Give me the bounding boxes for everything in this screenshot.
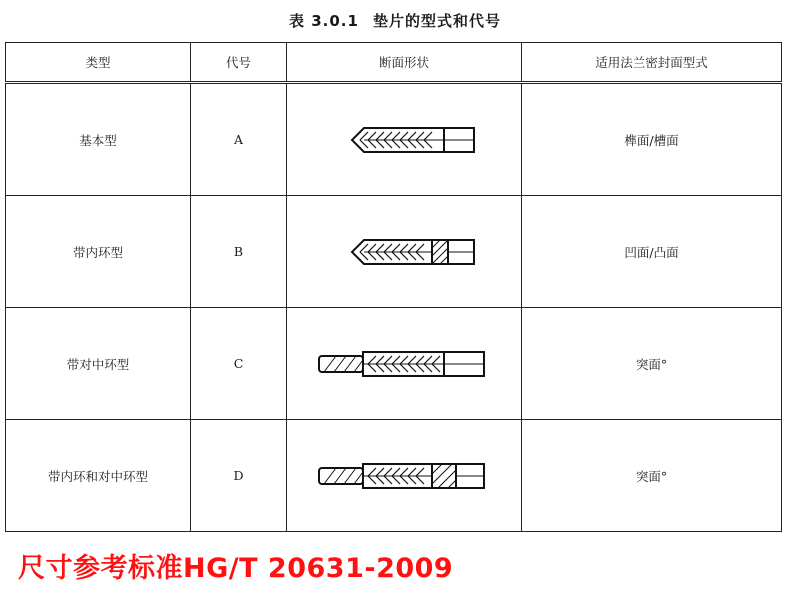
cell-type: 基本型 <box>6 83 191 196</box>
header-row <box>6 43 782 83</box>
spiral-wound-centering-ring-icon <box>304 344 504 384</box>
table-row <box>6 308 782 420</box>
cell-flange-face: 突面° <box>522 308 782 420</box>
cell-code: D <box>191 420 287 532</box>
spiral-wound-inner-ring-icon <box>304 232 504 272</box>
header-shape: 断面形状 <box>287 43 522 83</box>
header-code: 代号 <box>191 43 287 83</box>
cell-shape <box>287 308 522 420</box>
table-caption: 垫片的型式和代号 <box>372 12 501 30</box>
table-number: 表 3.0.1 <box>289 12 359 30</box>
table-title <box>0 10 790 31</box>
header-type: 类型 <box>6 43 191 83</box>
gasket-types-table <box>5 42 782 532</box>
cell-flange-face: 突面° <box>522 420 782 532</box>
cell-flange-face: 榫面/槽面 <box>522 83 782 196</box>
spiral-wound-basic-icon <box>304 120 504 160</box>
cell-type: 带对中环型 <box>6 308 191 420</box>
cell-code: A <box>191 83 287 196</box>
standard-reference-note: 尺寸参考标准HG/T 20631-2009 <box>18 553 454 584</box>
header-flange-face: 适用法兰密封面型式 <box>522 43 782 83</box>
cell-shape <box>287 420 522 532</box>
table-row <box>6 420 782 532</box>
cell-code: C <box>191 308 287 420</box>
cell-shape <box>287 196 522 308</box>
table-row <box>6 83 782 196</box>
cell-shape <box>287 83 522 196</box>
cell-type: 带内环和对中环型 <box>6 420 191 532</box>
cell-type: 带内环型 <box>6 196 191 308</box>
table-row <box>6 196 782 308</box>
cell-code: B <box>191 196 287 308</box>
spiral-wound-inner-and-centering-ring-icon <box>304 456 504 496</box>
cell-flange-face: 凹面/凸面 <box>522 196 782 308</box>
